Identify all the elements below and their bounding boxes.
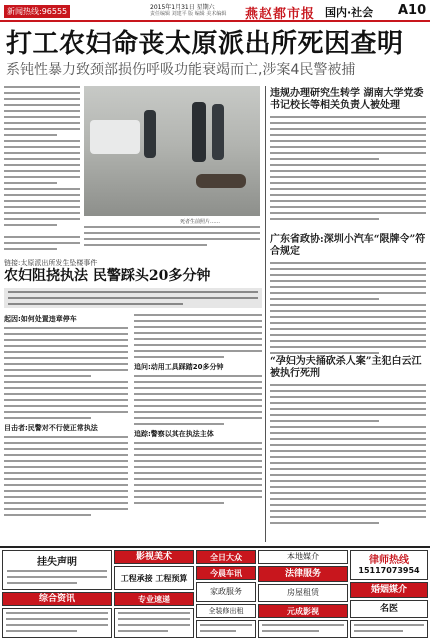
ad-fineprint-3 xyxy=(196,620,256,638)
subhead-follow: 追踪:警察以其在执法主体 xyxy=(134,430,214,438)
lead-photo xyxy=(84,86,260,216)
ad-rental: 房屋租赁 xyxy=(258,584,348,602)
ad-lawyer xyxy=(350,550,428,580)
page-number: A10 xyxy=(398,3,427,18)
right-body-3 xyxy=(270,384,426,542)
lost-notice xyxy=(2,550,112,590)
section-name: 国内·社会 xyxy=(325,6,374,19)
ad-engineering: 工程承接 工程预算 xyxy=(114,566,194,590)
lead-body-left-2 xyxy=(4,236,80,256)
hotline: 新闻热线:96555 xyxy=(4,5,70,18)
officer-figure-3 xyxy=(212,104,224,160)
ad-furnished: 全装修出租 xyxy=(196,604,256,618)
lead-body-mid xyxy=(84,226,260,252)
related-title: 农妇阻挠执法 民警踩头20多分钟 xyxy=(4,268,211,284)
right-body-1 xyxy=(270,116,426,230)
paper-name: 燕赵都市报 xyxy=(245,7,316,22)
officer-figure xyxy=(144,110,156,158)
classifieds-top-rule xyxy=(0,546,430,548)
ad-fineprint-1 xyxy=(2,608,112,638)
right-body-2 xyxy=(270,262,426,362)
related-col-2 xyxy=(134,314,262,542)
ad-marriage: 婚姻媒介 xyxy=(350,582,428,598)
related-kicker: 链接:太原派出所发生坠楼事件 xyxy=(4,259,98,267)
header xyxy=(0,0,430,22)
column-divider xyxy=(265,86,266,542)
police-car xyxy=(90,120,140,154)
lead-body-left xyxy=(4,86,80,232)
ad-express: 专业速递 xyxy=(114,592,194,606)
lead-title: 打工农妇命丧太原派出所死因查明 xyxy=(6,29,404,59)
right-headline-3: “孕妇为夫捅砍杀人案”主犯白云江被执行死刑 xyxy=(270,356,422,379)
subhead-witness: 目击者:民警对不行使正常执法 xyxy=(4,424,98,432)
ad-lawyer-title: 律师热线 xyxy=(369,555,409,566)
lead-subtitle: 系钝性暴力致颈部损伤呼吸功能衰竭而亡,涉案4民警被捕 xyxy=(6,62,356,78)
lost-notice-title: 挂失声明 xyxy=(37,557,77,568)
subhead-cause: 起因:如何处置违章停车 xyxy=(4,315,77,323)
ad-fineprint-2 xyxy=(114,608,194,638)
ad-public: 全日大众 xyxy=(196,550,256,564)
ad-doctor: 名医 xyxy=(350,600,428,618)
ad-lawyer-phone: 15117073954 xyxy=(358,566,420,575)
ad-fineprint-4 xyxy=(258,620,348,638)
ad-housekeeping: 家政服务 xyxy=(196,582,256,602)
edition-info: 责任编辑 刘建平 版 编辑 美术编辑 xyxy=(150,11,227,17)
date: 2015年1月31日 星期六 xyxy=(150,4,215,11)
subhead-question: 追问:动用工具踩踏20多分钟 xyxy=(134,363,224,371)
right-headline-1: 违规办理研究生转学 湖南大学党委书记校长等相关负责人被处理 xyxy=(270,88,424,111)
ad-local-media: 本地媒介 xyxy=(258,550,348,564)
ad-legal-service: 法律服务 xyxy=(258,566,348,582)
photo-caption: 死者生前照片…… xyxy=(180,219,221,225)
ad-film-art: 影视美术 xyxy=(114,550,194,564)
person-on-ground xyxy=(196,174,246,188)
related-intro xyxy=(4,288,262,308)
right-headline-2: 广东省政协:深圳小汽车“限牌令”符合规定 xyxy=(270,234,426,257)
ad-fineprint-5 xyxy=(350,620,428,638)
ad-yuancheng: 元成影视 xyxy=(258,604,348,618)
related-col-1 xyxy=(4,314,128,542)
ad-car-news: 今晨车讯 xyxy=(196,566,256,580)
ad-general-info: 综合资讯 xyxy=(2,592,112,606)
officer-figure-2 xyxy=(192,102,206,162)
